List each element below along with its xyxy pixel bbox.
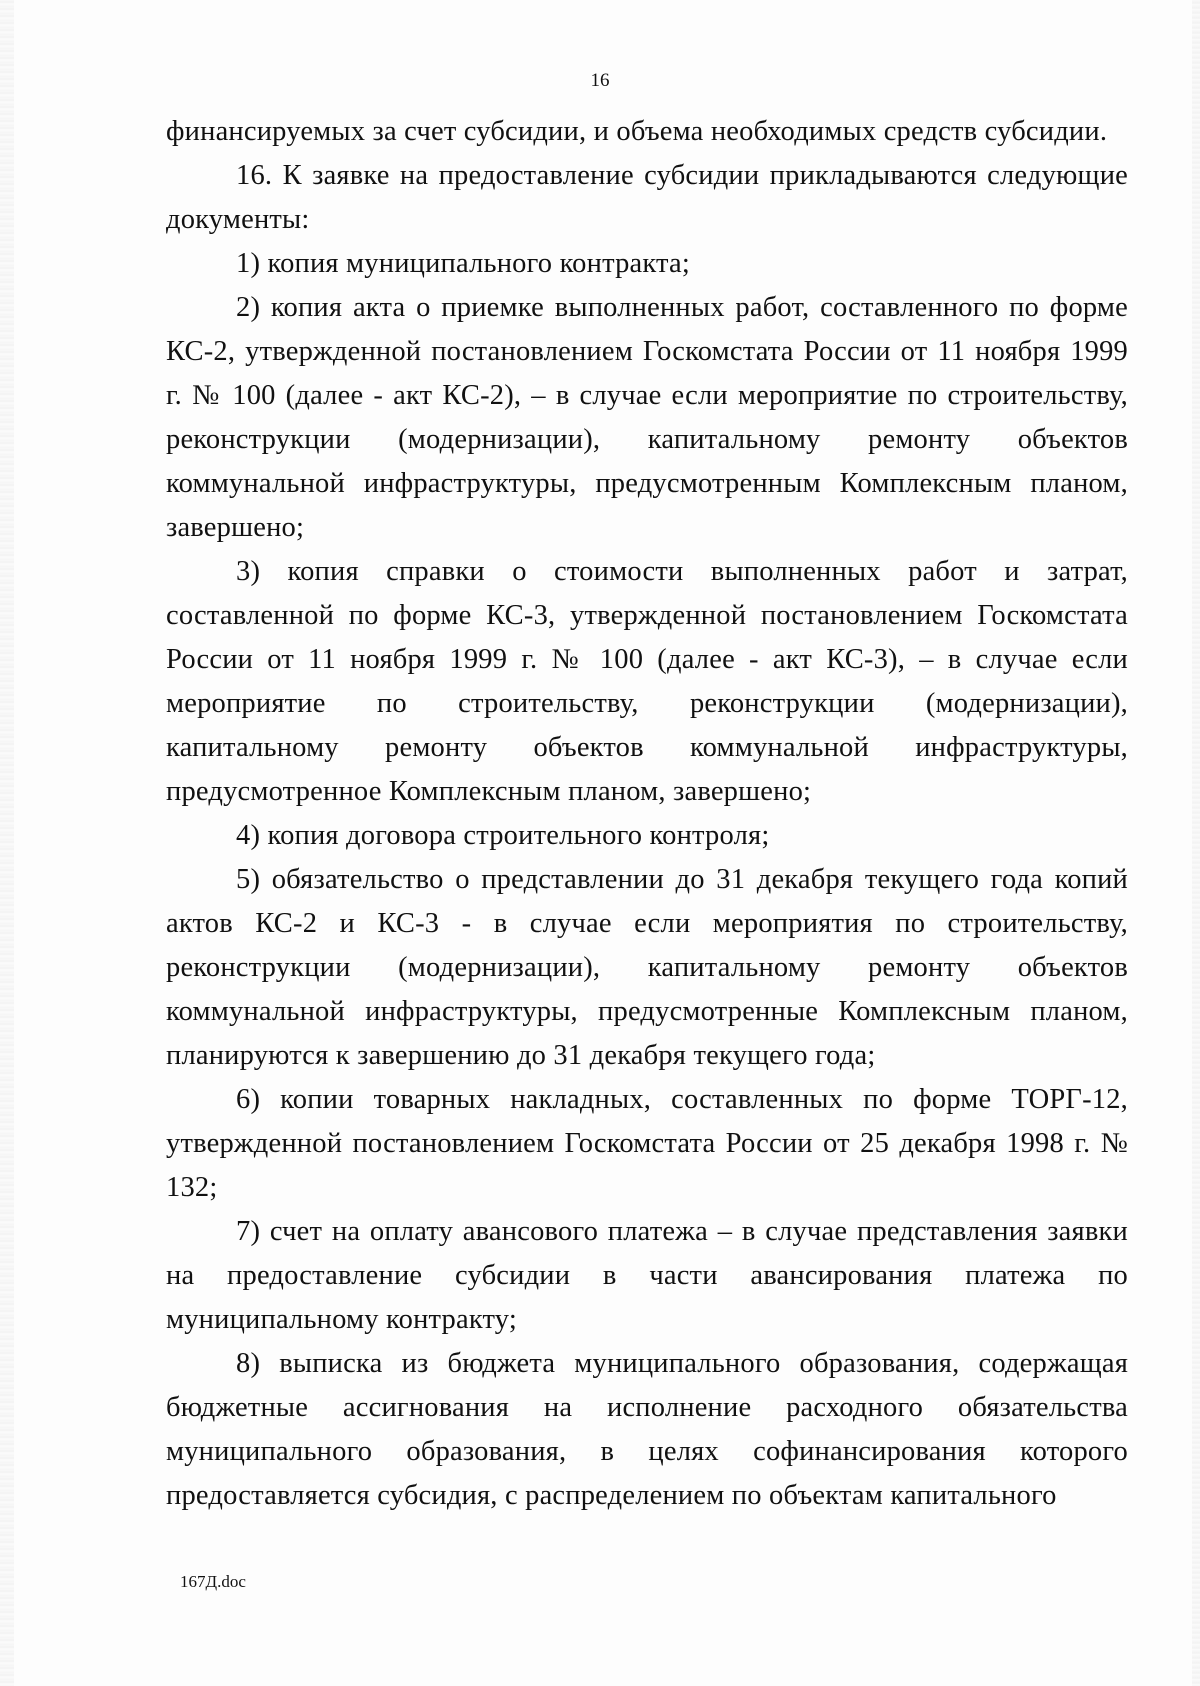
list-item-4: 4) копия договора строительного контроля; [236, 820, 770, 851]
list-item-8: 8) выписка из бюджета муниципального образования, содержащая бюджетные ассигнования на исполнение расходного обязательства муниципального образования, в целях софинансирования которого предоставляется субсидия, с распределением по объектам капитального [166, 1348, 1128, 1511]
footer-filename: 167Д.doc [180, 1572, 246, 1591]
document-body [166, 110, 1128, 1518]
list-item-7: 7) счет на оплату авансового платежа – в случае представления заявки на предоставление субсидии в части авансирования платежа по муниципальному контракту; [166, 1216, 1128, 1335]
page-number: 16 [590, 70, 610, 91]
paragraph-item-16: 16. К заявке на предоставление субсидии прикладываются следующие документы: [166, 160, 1128, 235]
list-item-3: 3) копия справки о стоимости выполненных работ и затрат, составленной по форме КС-3, утвержденной постановлением Госкомстата России от 11 ноября 1999 г. № 100 (далее - акт КС-3), – в случае если мероприятие по строительству, реконструкции (модернизации), капитальному ремонту объектов коммунальной инфраструктуры, предусмотренное Комплексным планом, завершено; [166, 556, 1128, 807]
scan-edge-left [0, 0, 14, 1686]
list-item-2: 2) копия акта о приемке выполненных работ, составленного по форме КС-2, утвержденной постановлением Госкомстата России от 11 ноября 1999 г. № 100 (далее - акт КС-2), – в случае если мероприятие по строительству, реконструкции (модернизации), капитальному ремонту объектов коммунальной инфраструктуры, предусмотренным Комплексным планом, завершено; [166, 292, 1128, 543]
scan-edge-right [1192, 0, 1200, 1686]
list-item-5: 5) обязательство о представлении до 31 декабря текущего года копий актов КС-2 и КС-3 - в случае если мероприятия по строительству, реконструкции (модернизации), капитальному ремонту объектов коммунальной инфраструктуры, предусмотренные Комплексным планом, планируются к завершению до 31 декабря текущего года; [166, 864, 1128, 1071]
paragraph-continuation: финансируемых за счет субсидии, и объема необходимых средств субсидии. [166, 116, 1108, 147]
list-item-6: 6) копии товарных накладных, составленных по форме ТОРГ-12, утвержденной постановлением Госкомстата России от 25 декабря 1998 г. № 132; [166, 1084, 1128, 1203]
list-item-1: 1) копия муниципального контракта; [236, 248, 691, 279]
